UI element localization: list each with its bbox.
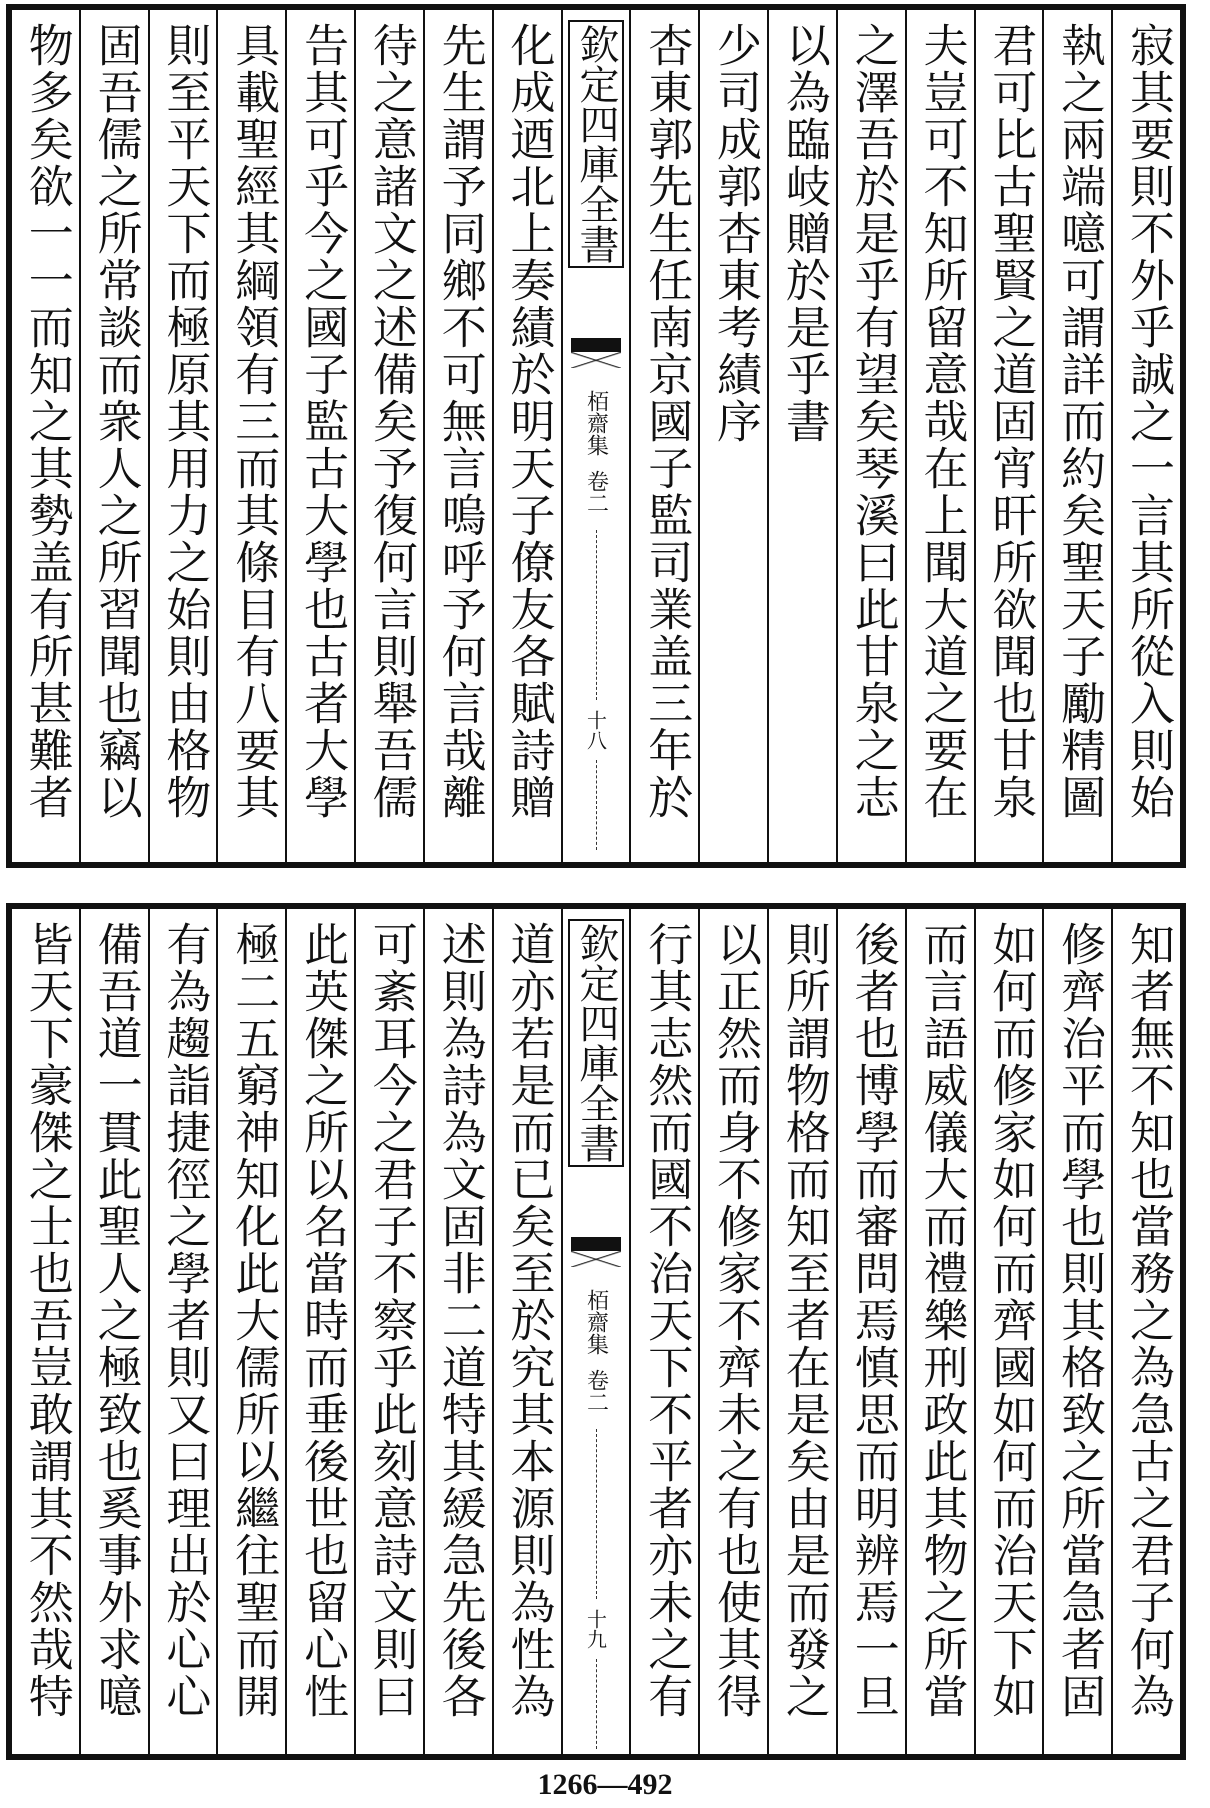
column-text: 道亦若是而已矣至於究其本源則為性為 [502, 921, 556, 1720]
column-text: 化成迺北上奏績於明天子僚友各賦詩贈 [502, 22, 556, 821]
text-column [354, 10, 423, 862]
column-text: 告其可乎今之國子監古大學也古者大學 [296, 22, 350, 821]
column-text: 皆天下豪傑之士也吾豈敢謂其不然哉特 [20, 921, 74, 1720]
text-column [767, 10, 836, 862]
column-text: 執之兩端噫可謂詳而約矣聖天子勵精圖 [1053, 22, 1107, 821]
column-text: 物多矣欲一一而知之其勢盖有所甚難者 [20, 22, 74, 821]
column-text: 夫豈可不知所留意哉在上聞大道之要在 [915, 22, 969, 821]
column-text: 行其志然而國不治天下不平者亦未之有 [640, 921, 694, 1720]
column-text: 具載聖經其綱領有三而其條目有八要其 [227, 22, 281, 821]
book-title: 栢齋集 [583, 390, 609, 456]
text-column [492, 909, 561, 1754]
text-column [12, 909, 79, 1754]
text-column [285, 909, 354, 1754]
column-text: 杏東郭先生任南京國子監司業盖三年於 [640, 22, 694, 821]
text-column [974, 909, 1043, 1754]
text-column [1111, 909, 1180, 1754]
text-column [148, 10, 217, 862]
center-fold-column [561, 909, 630, 1754]
text-column [148, 909, 217, 1754]
volume-label: 卷二 [583, 1369, 609, 1413]
center-fold-column [561, 10, 630, 862]
column-text: 可紊耳今之君子不察乎此刻意詩文則曰 [364, 921, 418, 1720]
text-column [905, 909, 974, 1754]
column-text: 後者也博學而審問焉慎思而明辨焉一旦 [846, 921, 900, 1720]
bottom-page-columns [12, 909, 1180, 1754]
text-column [216, 10, 285, 862]
top-page-columns [12, 10, 1180, 862]
fold-line [596, 530, 597, 700]
fold-line [596, 1429, 597, 1599]
column-text: 如何而修家如何而齊國如何而治天下如 [984, 921, 1038, 1720]
text-column [974, 10, 1043, 862]
text-column [423, 909, 492, 1754]
column-text: 知者無不知也當務之為急古之君子何為 [1122, 921, 1175, 1720]
page-footer-number: 1266—492 [537, 1768, 673, 1801]
leaf-number: 十九 [583, 1609, 608, 1649]
column-text: 以正然而身不修家不齊未之有也使其得 [709, 921, 763, 1720]
column-text: 則所謂物格而知至者在是矣由是而發之 [777, 921, 831, 1720]
collection-header: 欽定四庫全書 [568, 20, 624, 268]
column-text: 此英傑之所以名當時而垂後世也留心性 [296, 921, 350, 1720]
text-column [698, 909, 767, 1754]
column-text: 則至平天下而極原其用力之始則由格物 [158, 22, 212, 821]
column-text: 待之意諸文之述備矣予復何言則舉吾儒 [364, 22, 418, 821]
column-text: 寂其要則不外乎誠之一言其所從入則始 [1122, 22, 1175, 821]
column-text: 之澤吾於是乎有望矣琴溪曰此甘泉之志 [846, 22, 900, 821]
text-column [1042, 10, 1111, 862]
column-text: 述則為詩為文固非二道特其緩急先後各 [433, 921, 487, 1720]
leaf-number: 十八 [583, 710, 608, 750]
column-text: 固吾儒之所常談而衆人之所習聞也竊以 [89, 22, 143, 821]
column-text: 君可比古聖賢之道固宵旰所欲聞也甘泉 [984, 22, 1038, 821]
text-column [629, 10, 698, 862]
text-column [285, 10, 354, 862]
text-column [629, 909, 698, 1754]
column-text: 備吾道一貫此聖人之極致也奚事外求噫 [89, 921, 143, 1720]
text-column [423, 10, 492, 862]
top-page [6, 4, 1186, 868]
text-column [698, 10, 767, 862]
fold-line [596, 1659, 597, 1749]
column-text: 極二五窮神知化此大儒所以繼往聖而開 [227, 921, 281, 1720]
fish-tail-mark-icon [571, 1237, 622, 1267]
fold-line [596, 760, 597, 850]
text-column [12, 10, 79, 862]
volume-label: 卷二 [583, 470, 609, 514]
text-column [79, 10, 148, 862]
column-text: 修齊治平而學也則其格致之所當急者固 [1053, 921, 1107, 1720]
text-column [79, 909, 148, 1754]
fish-tail-mark-icon [571, 338, 622, 368]
column-text: 先生謂予同鄉不可無言嗚呼予何言哉離 [433, 22, 487, 821]
book-title: 栢齋集 [583, 1289, 609, 1355]
column-text: 而言語威儀大而禮樂刑政此其物之所當 [915, 921, 969, 1720]
collection-header: 欽定四庫全書 [568, 919, 624, 1167]
text-column [767, 909, 836, 1754]
text-column [354, 909, 423, 1754]
text-column [492, 10, 561, 862]
column-text: 少司成郭杏東考績序 [709, 22, 763, 445]
column-text: 有為趨詣捷徑之學者則又曰理出於心心 [158, 921, 212, 1720]
text-column [216, 909, 285, 1754]
text-column [1042, 909, 1111, 1754]
text-column [905, 10, 974, 862]
text-column [1111, 10, 1180, 862]
column-text: 以為臨岐贈於是乎書 [777, 22, 831, 445]
bottom-page [6, 903, 1186, 1760]
text-column [836, 10, 905, 862]
text-column [836, 909, 905, 1754]
